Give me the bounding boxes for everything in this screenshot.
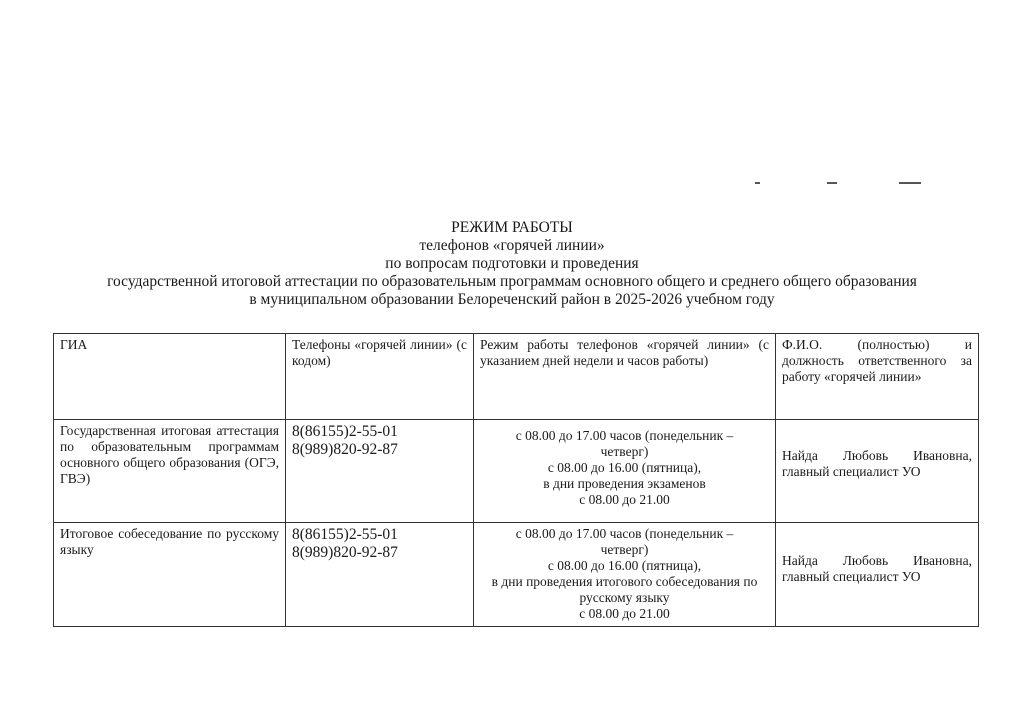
gia-cell: Итоговое собеседование по русскому языку bbox=[54, 523, 286, 627]
subtitle-line-4: государственной итоговой аттестации по образовательным программам основного общего и среднего общего образования bbox=[107, 273, 917, 290]
schedule-cell: с 08.00 до 17.00 часов (понедельник – четверг) с 08.00 до 16.00 (пятница), в дни проведения итогового собеседования по русскому языку с 08.00 до 21.00 bbox=[474, 523, 776, 627]
phone-number: 8(86155)2-55-01 bbox=[292, 526, 398, 543]
phones-cell bbox=[286, 420, 474, 523]
phone-number: 8(989)820-92-87 bbox=[292, 544, 398, 561]
document-header bbox=[0, 219, 1024, 309]
signature-underline-2 bbox=[827, 182, 837, 184]
header-schedule: Режим работы телефонов «горячей линии» (с указанием дней недели и часов работы) bbox=[474, 334, 776, 420]
table-row bbox=[54, 523, 979, 627]
header-responsible: Ф.И.О. (полностью) и должность ответственного за работу «горячей линии» bbox=[776, 334, 979, 420]
hotline-table bbox=[53, 333, 979, 627]
header-gia: ГИА bbox=[54, 334, 286, 420]
header-phones: Телефоны «горячей линии» (с кодом) bbox=[286, 334, 474, 420]
subtitle-line-3: по вопросам подготовки и проведения bbox=[385, 255, 639, 272]
subtitle-line-5: в муниципальном образовании Белореченский район в 2025-2026 учебном году bbox=[249, 291, 775, 308]
phone-number: 8(989)820-92-87 bbox=[292, 441, 398, 458]
phone-number: 8(86155)2-55-01 bbox=[292, 423, 398, 440]
phones-cell bbox=[286, 523, 474, 627]
gia-cell: Государственная итоговая аттестация по образовательным программам основного общего образования (ОГЭ, ГВЭ) bbox=[54, 420, 286, 523]
table-header-row bbox=[54, 334, 979, 420]
responsible-cell: Найда Любовь Ивановна, главный специалист УО bbox=[776, 420, 979, 523]
responsible-cell: Найда Любовь Ивановна, главный специалист УО bbox=[776, 523, 979, 627]
table-row bbox=[54, 420, 979, 523]
signature-underline-1 bbox=[755, 182, 760, 184]
subtitle-line-2: телефонов «горячей линии» bbox=[419, 237, 605, 254]
schedule-cell: с 08.00 до 17.00 часов (понедельник – четверг) с 08.00 до 16.00 (пятница), в дни проведения экзаменов с 08.00 до 21.00 bbox=[474, 420, 776, 523]
document-title: РЕЖИМ РАБОТЫ bbox=[451, 219, 573, 236]
signature-underline-3 bbox=[899, 182, 921, 184]
